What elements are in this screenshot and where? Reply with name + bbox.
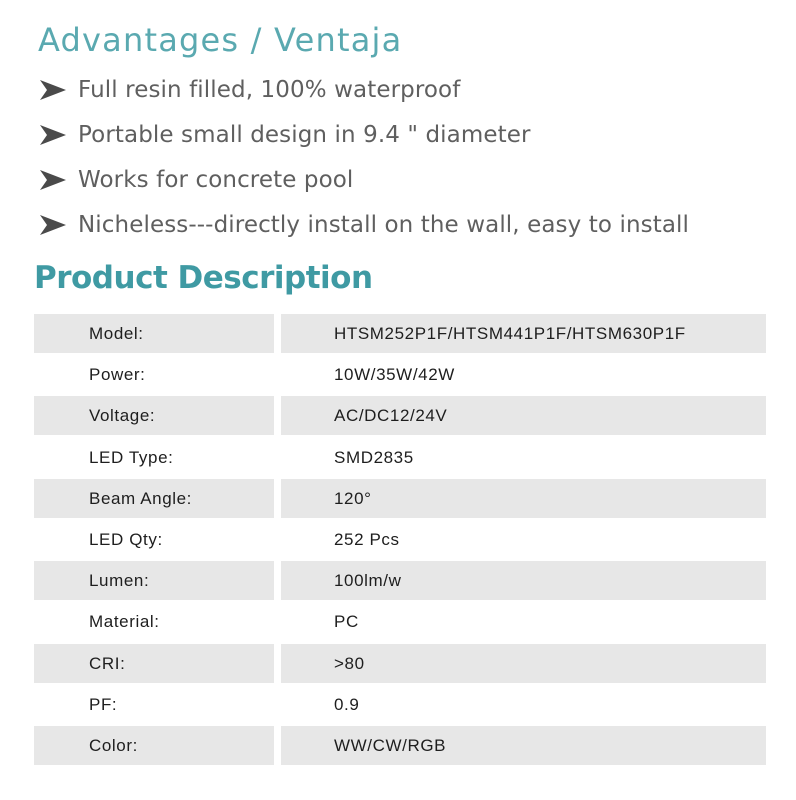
- label-cell: [34, 355, 274, 394]
- spec-label: Material:: [89, 612, 160, 632]
- advantage-item: [38, 157, 689, 202]
- label-cell: [34, 644, 274, 683]
- spec-row: [34, 355, 766, 396]
- spec-value: WW/CW/RGB: [334, 735, 447, 755]
- arrow-bullet-icon: [38, 168, 68, 192]
- spec-value: 10W/35W/42W: [334, 365, 455, 385]
- spec-row: [34, 602, 766, 643]
- spec-value: SMD2835: [334, 447, 414, 467]
- spec-row: [34, 479, 766, 520]
- arrow-bullet-icon: [38, 123, 68, 147]
- arrow-bullet-icon: [38, 213, 68, 237]
- advantage-text: Portable small design in 9.4 " diameter: [78, 121, 531, 148]
- advantages-list: [38, 67, 689, 247]
- spec-value: 100lm/w: [334, 571, 402, 591]
- label-cell: [34, 561, 274, 600]
- arrow-bullet-icon: [38, 78, 68, 102]
- spec-row: [34, 314, 766, 355]
- advantage-text: Full resin filled, 100% waterproof: [78, 76, 461, 103]
- spec-label: Lumen:: [89, 571, 150, 591]
- spec-value: HTSM252P1F/HTSM441P1F/HTSM630P1F: [334, 324, 686, 343]
- spec-label: LED Qty:: [89, 529, 163, 549]
- spec-label: LED Type:: [89, 447, 174, 467]
- spec-row: [34, 726, 766, 767]
- spec-label: Beam Angle:: [89, 488, 192, 508]
- spec-label: Model:: [89, 324, 144, 343]
- advantage-item: [38, 112, 689, 157]
- advantage-text: Nicheless---directly install on the wall, easy to install: [78, 211, 690, 238]
- spec-label: Color:: [89, 735, 138, 755]
- label-cell: [34, 314, 274, 353]
- spec-value: 252 Pcs: [334, 529, 400, 549]
- spec-table: [34, 314, 766, 767]
- spec-label: Voltage:: [89, 406, 156, 426]
- spec-row: [34, 438, 766, 479]
- spec-value: >80: [334, 653, 365, 673]
- spec-label: CRI:: [89, 653, 126, 673]
- product-description-heading: Product Description: [34, 260, 373, 296]
- spec-label: PF:: [89, 694, 118, 714]
- advantage-text: Works for concrete pool: [78, 166, 354, 193]
- spec-row: [34, 561, 766, 602]
- spec-value: PC: [334, 612, 359, 632]
- spec-label: Power:: [89, 365, 146, 385]
- label-cell: [34, 726, 274, 765]
- spec-row: [34, 644, 766, 685]
- advantages-heading: Advantages / Ventaja: [38, 21, 403, 59]
- spec-value: 0.9: [334, 694, 360, 714]
- advantage-item: [38, 202, 689, 247]
- spec-value: 120°: [334, 488, 372, 508]
- label-cell: [34, 685, 274, 724]
- spec-row: [34, 685, 766, 726]
- spec-row: [34, 520, 766, 561]
- advantage-item: [38, 67, 689, 112]
- spec-value: AC/DC12/24V: [334, 406, 448, 426]
- spec-row: [34, 396, 766, 437]
